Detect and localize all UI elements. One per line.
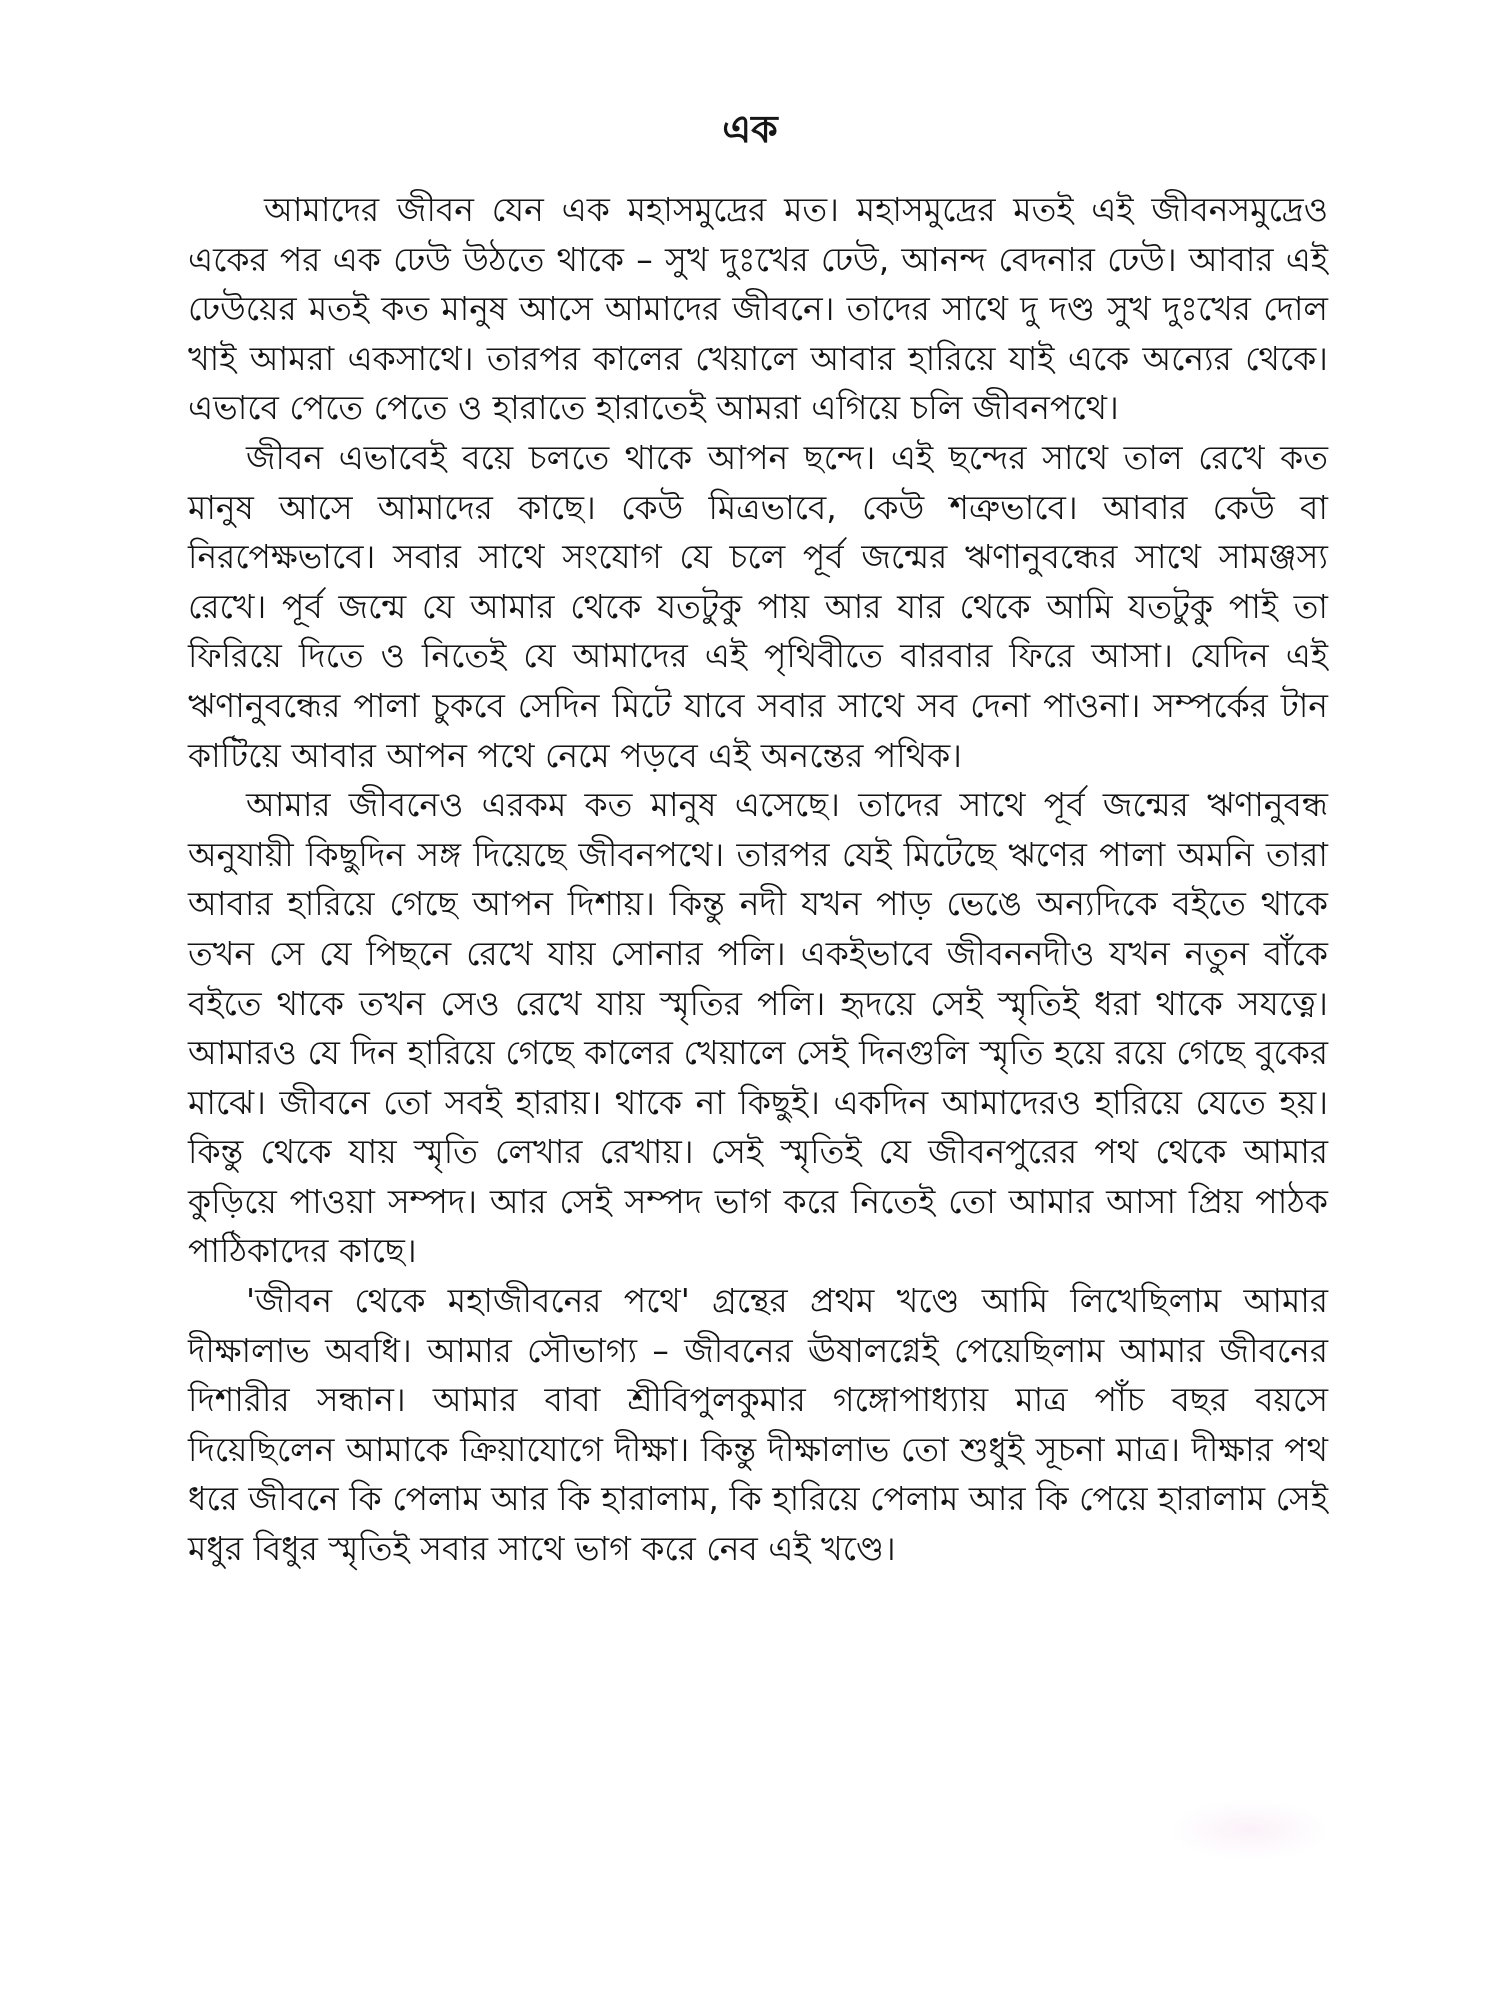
paragraph-3: আমার জীবনেও এরকম কত মানুষ এসেছে। তাদের সাথে পূর্ব জন্মের ঋণানুবন্ধ অনুযায়ী কিছুদিন সঙ্গ দিয়েছে জীবনপথে। তারপর যেই মিটেছে ঋণের পালা অমনি তারা আবার হারিয়ে গেছে আপন দিশায়। কিন্তু নদী যখন পাড় ভেঙে অন্যদিকে বইতে থাকে তখন সে যে পিছনে রেখে যায় সোনার পলি। একইভাবে জীবননদীও যখন নতুন বাঁকে বইতে থাকে তখন সেও রেখে যায় স্মৃতির পলি। হৃদয়ে সেই স্মৃতিই ধরা থাকে সযত্নে। আমারও যে দিন হারিয়ে গেছে কালের খেয়ালে সেই দিনগুলি স্মৃতি হয়ে রয়ে গেছে বুকের মাঝে। জীবনে তো সবই হারায়। থাকে না কিছুই। একদিন আমাদেরও হারিয়ে যেতে হয়। কিন্তু থেকে যায় স্মৃতি লেখার রেখায়। সেই স্মৃতিই যে জীবনপুরের পথ থেকে আমার কুড়িয়ে পাওয়া সম্পদ। আর সেই সম্পদ ভাগ করে নিতেই তো আমার আসা প্রিয় পাঠক পাঠিকাদের কাছে। [188,785,1328,1271]
chapter-title: এক [722,107,778,151]
paragraph-4: 'জীবন থেকে মহাজীবনের পথে' গ্রন্থের প্রথম খণ্ডে আমি লিখেছিলাম আমার দীক্ষালাভ অবধি। আমার সৌভাগ্য – জীবনের ঊষালগ্নেই পেয়েছিলাম আমার জীবনের দিশারীর সন্ধান। আমার বাবা শ্রীবিপুলকুমার গঙ্গোপাধ্যায় মাত্র পাঁচ বছর বয়সে দিয়েছিলেন আমাকে ক্রিয়াযোগে দীক্ষা। কিন্তু দীক্ষালাভ তো শুধুই সূচনা মাত্র। দীক্ষার পথ ধরে জীবনে কি পেলাম আর কি হারালাম, কি হারিয়ে পেলাম আর কি পেয়ে হারালাম সেই মধুর বিধুর স্মৃতিই সবার সাথে ভাগ করে নেব এই খণ্ডে। [188,1281,1328,1569]
body-text [188,185,1328,1574]
paragraph-2: জীবন এভাবেই বয়ে চলতে থাকে আপন ছন্দে। এই ছন্দের সাথে তাল রেখে কত মানুষ আসে আমাদের কাছে। কেউ মিত্রভাবে, কেউ শত্রুভাবে। আবার কেউ বা নিরপেক্ষভাবে। সবার সাথে সংযোগ যে চলে পূর্ব জন্মের ঋণানুবন্ধের সাথে সামঞ্জস্য রেখে। পূর্ব জন্মে যে আমার থেকে যতটুকু পায় আর যার থেকে আমি যতটুকু পাই তা ফিরিয়ে দিতে ও নিতেই যে আমাদের এই পৃথিবীতে বারবার ফিরে আসা। যেদিন এই ঋণানুবন্ধের পালা চুকবে সেদিন মিটে যাবে সবার সাথে সব দেনা পাওনা। সম্পর্কের টান কাটিয়ে আবার আপন পথে নেমে পড়বে এই অনন্তের পথিক। [188,437,1328,775]
print-smudge [1170,1800,1330,1860]
paragraph-1: আমাদের জীবন যেন এক মহাসমুদ্রের মত। মহাসমুদ্রের মতই এই জীবনসমুদ্রেও একের পর এক ঢেউ উঠতে থাকে – সুখ দুঃখের ঢেউ, আনন্দ বেদনার ঢেউ। আবার এই ঢেউয়ের মতই কত মানুষ আসে আমাদের জীবনে। তাদের সাথে দু দণ্ড সুখ দুঃখের দোল খাই আমরা একসাথে। তারপর কালের খেয়ালে আবার হারিয়ে যাই একে অন্যের থেকে। এভাবে পেতে পেতে ও হারাতে হারাতেই আমরা এগিয়ে চলি জীবনপথে। [188,190,1328,428]
